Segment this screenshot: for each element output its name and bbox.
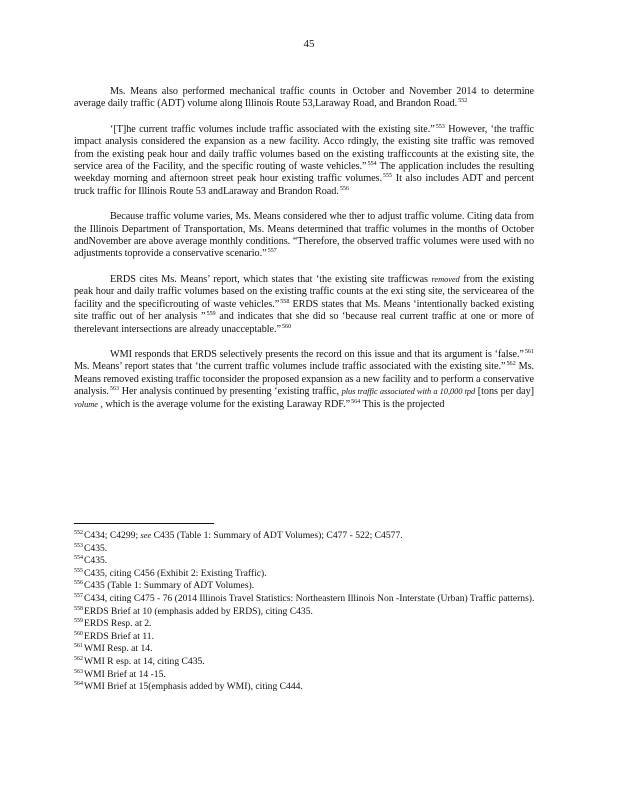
footnote	[74, 643, 544, 656]
footnote-ref: 564	[351, 397, 361, 405]
text-run: However, ‘the traffic impact analysis considered the expansion as a new facility. Acco rdingly, the existing site traffic was removed from the existing peak hour and daily traffic volumes based on the existing trafficcounts at the existing site, the service area of the Facility, and the specific routing of waste vehicles.”	[74, 123, 534, 173]
text-run: [tons per day]	[475, 386, 534, 398]
text-run: The application includes the resulting weekday morning and afternoon street peak hour existing traffic volumes.	[74, 161, 534, 185]
text-run: C435 (Table 1: Summary of ADT Volumes); C477 - 522; C4577.	[151, 530, 403, 541]
footnote	[74, 606, 544, 619]
emphasis-text: plus traffic associated with a 10,000 tpd	[341, 387, 476, 397]
footnote-number: 558	[74, 605, 83, 612]
emphasis-text: removed	[431, 274, 460, 284]
footnote	[74, 555, 544, 568]
paragraph	[74, 124, 534, 198]
paragraph	[74, 274, 534, 336]
text-run: WMI Brief at 14 -15.	[84, 668, 166, 680]
footnote	[74, 593, 544, 606]
text-run: WMI responds that ERDS selectively presents the record on this issue and that its argument is ‘false.”	[110, 348, 524, 360]
text-run: and indicates that she did so ‘because real current traffic at one or more of therelevant intersections are already unacceptable.”	[74, 311, 535, 335]
text-run: C434, citing C475 - 76 (2014 Illinois Travel Statistics: Northeastern Illinois Non -Interstate (Urban) Traffic patterns).	[84, 592, 535, 604]
text-run: C434; C4299;	[84, 530, 141, 541]
footnote-ref: 558	[280, 297, 290, 305]
text-run: WMI Brief at 15(emphasis added by WMI), citing C444.	[84, 681, 303, 693]
footnote-number: 564	[74, 681, 83, 688]
emphasis-text: volume	[74, 399, 98, 409]
footnote	[74, 580, 544, 593]
footnote-number: 560	[74, 630, 83, 637]
text-run: ERDS states that Ms. Means ‘intentionally backed existing site traffic out of her analysis ”	[74, 298, 535, 323]
footnote-ref: 563	[109, 385, 120, 393]
text-run: , which is the average volume for the existing Laraway RDF.”	[97, 398, 351, 410]
text-run: Because traffic volume varies, Ms. Means considered whe ther to adjust traffic volume. Citing data from the Illinois Department of Transportation, Ms. Means determined that traffic volumes in the months of October andNovember are above average monthly conditions. “Therefore, the observed traffic volumes were used with no adjustments toprovide a conservative scenario.”	[74, 211, 534, 260]
footnote-number: 557	[74, 592, 83, 599]
footnote-ref: 560	[281, 322, 292, 330]
text-run: Her analysis continued by presenting ‘existing traffic,	[119, 386, 342, 398]
footnote-number: 555	[74, 567, 83, 574]
footnote-ref: 552	[458, 97, 468, 105]
footnote-ref: 556	[339, 184, 349, 192]
paragraph	[74, 211, 534, 261]
footnote-ref: 555	[382, 172, 393, 180]
footnote-separator	[74, 523, 214, 524]
footnote-number: 561	[74, 643, 83, 650]
footnote-number: 562	[74, 655, 83, 662]
footnote	[74, 618, 544, 631]
footnote-number: 552	[74, 530, 83, 536]
footnote-ref: 557	[267, 247, 277, 255]
footnotes	[74, 530, 544, 694]
footnote	[74, 669, 544, 682]
text-run: C435.	[84, 542, 108, 554]
text-run: from the existing peak hour and daily traffic volumes based on the existing traffic counts at the exi sting site, the servicearea of the facility and the specificrouting of waste vehicles.”	[74, 273, 535, 310]
footnote	[74, 543, 544, 556]
footnote-ref: 559	[206, 310, 216, 318]
text-run: Ms. Means also performed mechanical traffic counts in October and November 2014 to determine average daily traffic (ADT) volume along Illinois Route 53,Laraway Road, and Brandon Road.	[74, 86, 534, 110]
footnote	[74, 681, 544, 694]
text-run: ERDS Brief at 10 (emphasis added by ERDS), citing C435.	[84, 605, 313, 617]
footnote-number: 563	[74, 668, 83, 675]
footnote	[74, 530, 544, 543]
text-run: It also includes ADT and percent truck traffic for Illinois Route 53 andLaraway and Brandon Road.	[74, 173, 534, 197]
text-run: C435, citing C456 (Exhibit 2: Existing Traffic).	[84, 567, 267, 579]
footnote	[74, 631, 544, 644]
footnote	[74, 568, 544, 581]
footnote-number: 553	[74, 542, 83, 549]
paragraph	[74, 349, 534, 411]
footnote-number: 559	[74, 618, 83, 625]
footnote-number: 556	[74, 580, 83, 587]
footnote-number: 554	[74, 555, 83, 562]
text-run: ERDS Resp. at 2.	[84, 618, 152, 630]
text-run: WMI Resp. at 14.	[84, 643, 153, 655]
text-run: C435 (Table 1: Summary of ADT Volumes).	[84, 580, 255, 592]
text-run: ‘[T]he current traffic volumes include traffic associated with the existing site.”	[110, 123, 435, 135]
text-run: This is the projected	[360, 398, 445, 410]
text-run: Ms. Means’ report states that ‘the current traffic volumes include traffic associated with the existing site.”	[74, 361, 506, 373]
text-run: Ms. Means removed existing traffic toconsider the proposed expansion as a new facility and to perform a conservative analysis.	[74, 361, 534, 398]
body-text	[74, 86, 534, 424]
emphasis-text: see	[140, 531, 152, 540]
footnote-ref: 562	[506, 360, 516, 368]
page-number: 45	[303, 38, 315, 50]
footnote	[74, 656, 544, 669]
footnote-ref: 561	[524, 347, 534, 355]
paragraph	[74, 86, 534, 111]
text-run: ERDS cites Ms. Means’ report, which states that ‘the existing site trafficwas	[110, 273, 432, 285]
footnote-ref: 553	[435, 122, 445, 130]
text-run: C435.	[84, 555, 108, 567]
text-run: WMI R esp. at 14, citing C435.	[84, 655, 205, 667]
footnote-ref: 554	[367, 160, 377, 168]
text-run: ERDS Brief at 11.	[84, 630, 154, 642]
